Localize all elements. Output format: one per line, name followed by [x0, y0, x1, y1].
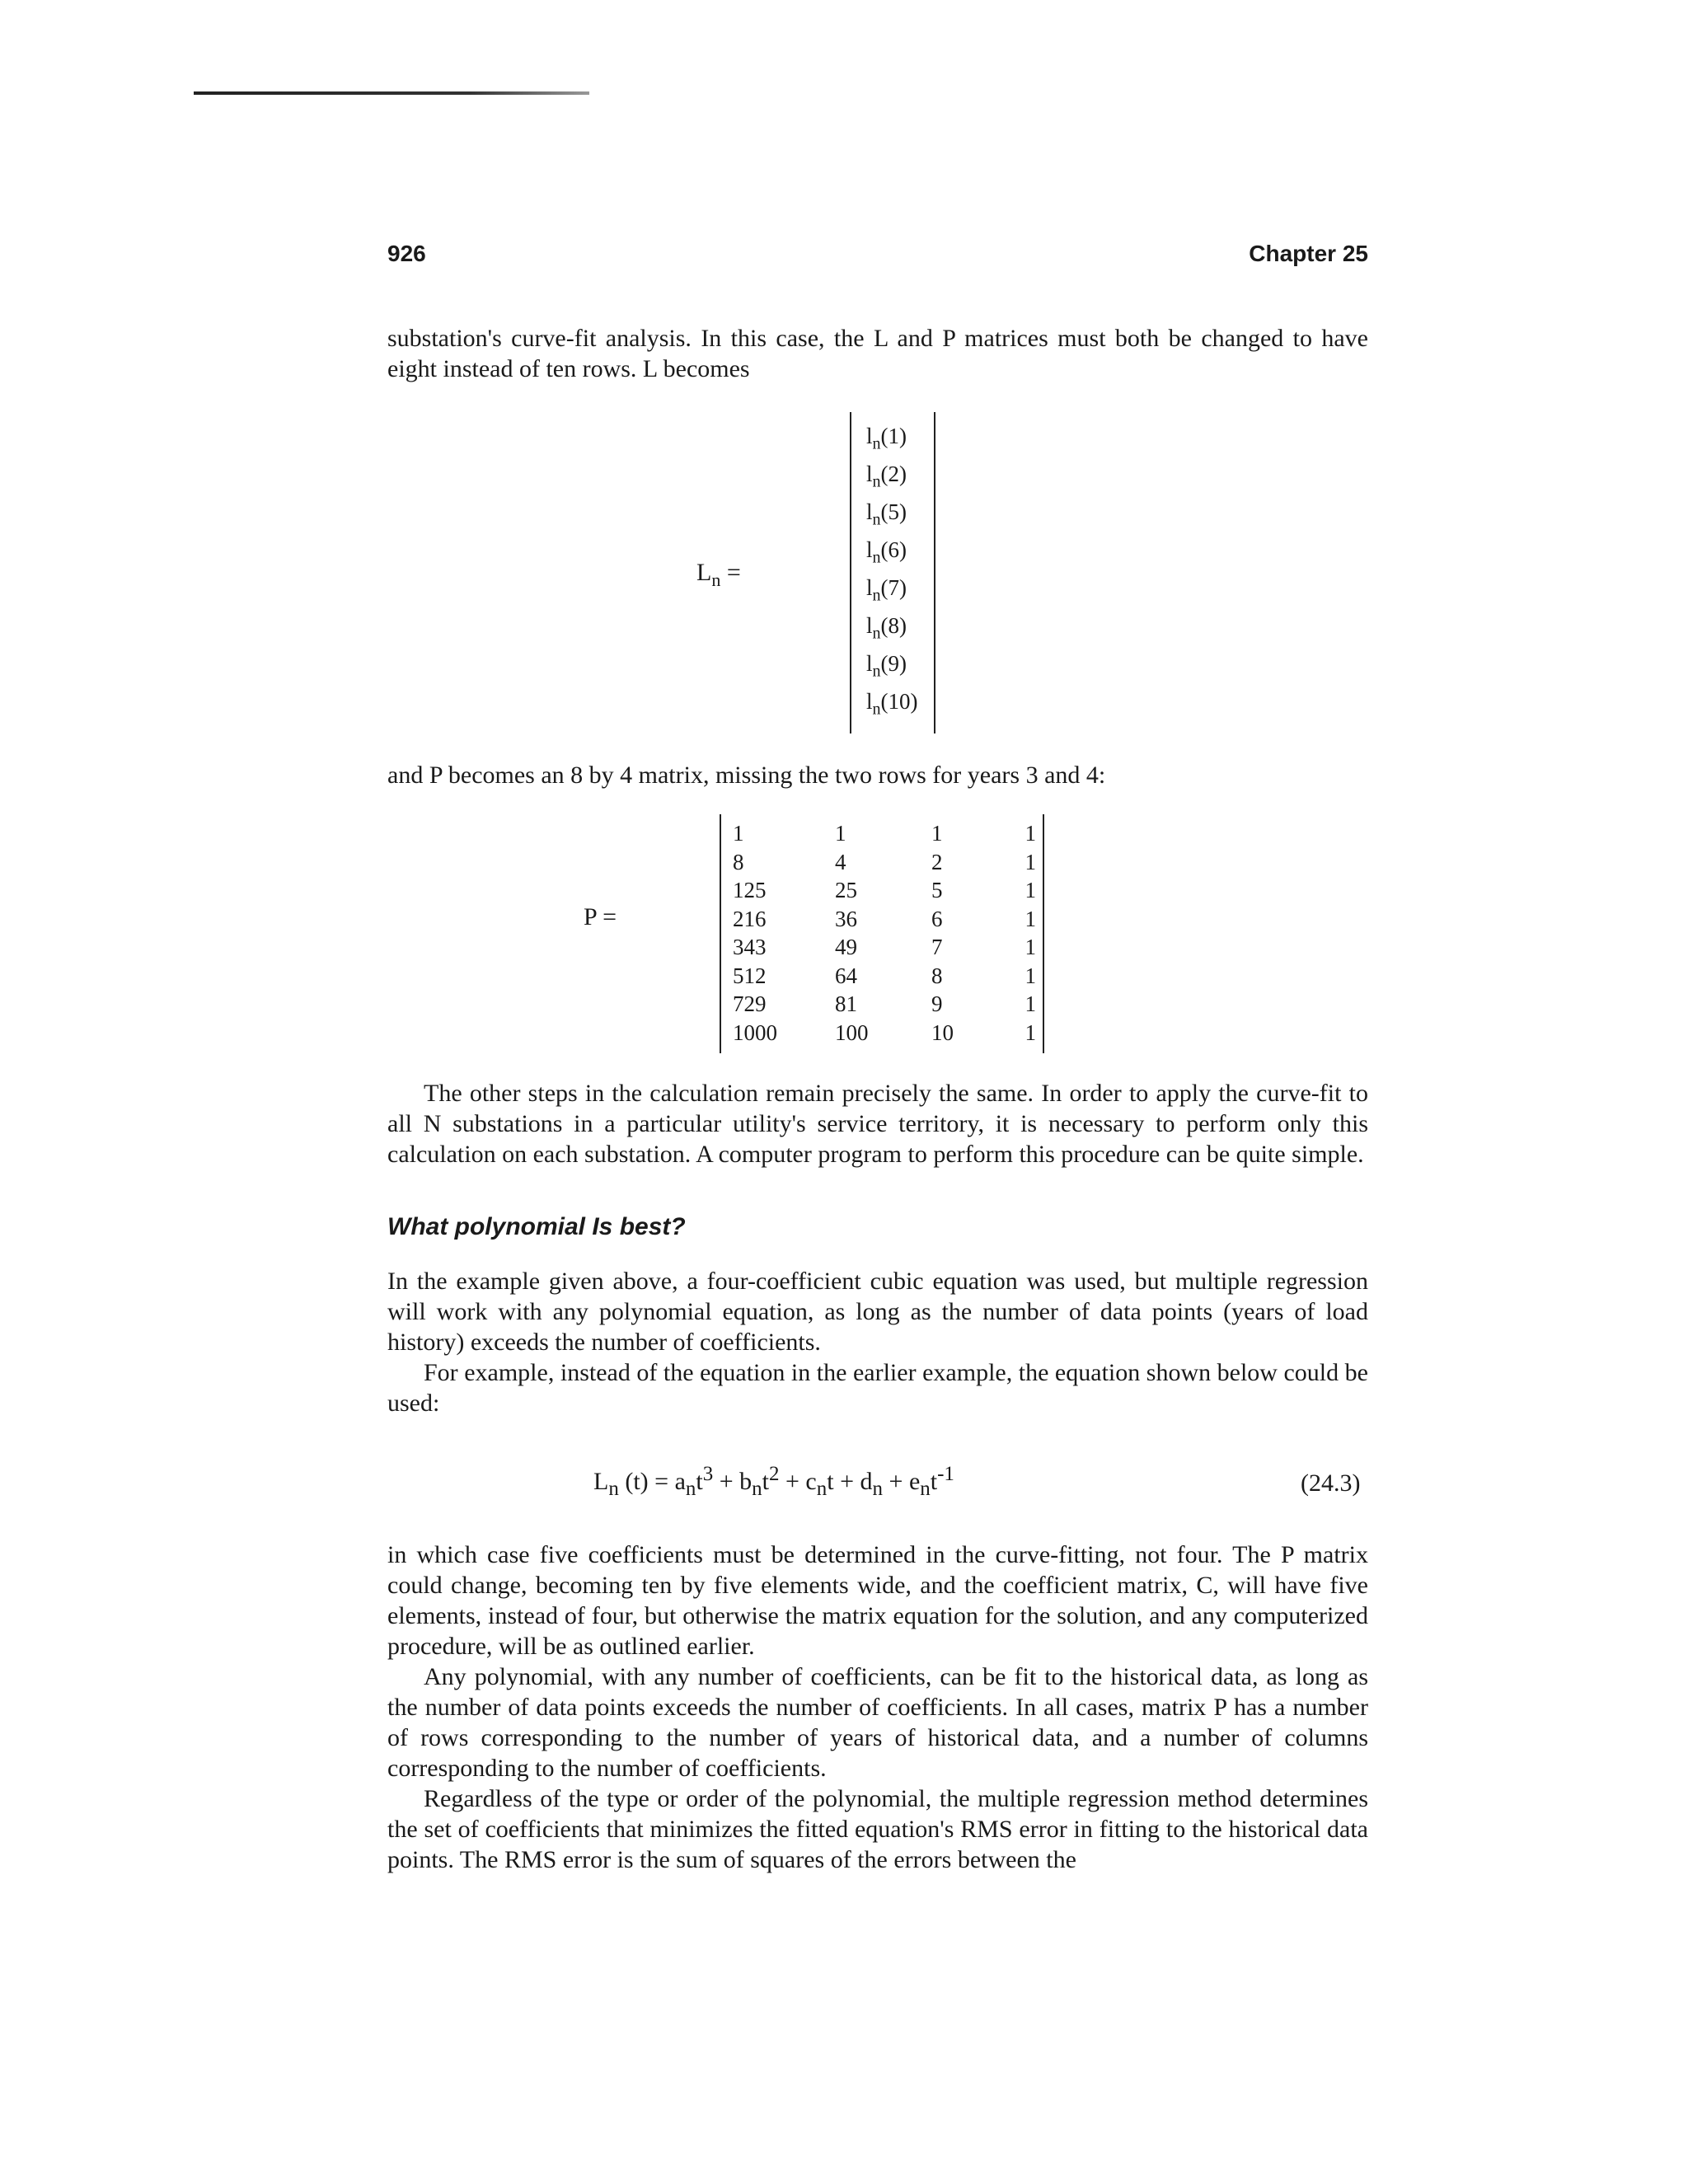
- eq-term-a-var: t: [696, 1468, 703, 1495]
- P-matrix-cell: 64: [835, 963, 857, 988]
- P-matrix-cell: 1: [1025, 878, 1036, 902]
- eq-plus-4: +: [883, 1468, 909, 1495]
- eq-term-b-sub: n: [752, 1478, 762, 1500]
- L-entry-subscript: n: [872, 510, 881, 529]
- paragraph-4-text: In the example given above, a four-coefficient cubic equation was used, but multiple regression will work with any polynomial equation, as long as the number of data points (years of load history) exceeds the number of coefficients.: [387, 1268, 1368, 1356]
- eq-term-e-sub: n: [920, 1478, 931, 1500]
- P-matrix-cell: 1: [1025, 849, 1036, 874]
- P-matrix-cell: 1: [733, 821, 744, 846]
- L-equals: =: [726, 559, 741, 586]
- L-matrix-entry: [866, 689, 918, 719]
- top-rule: [194, 91, 589, 95]
- P-matrix-lhs: P =: [584, 903, 617, 930]
- eq-term-e-var: t: [930, 1468, 938, 1495]
- L-matrix-entry: [866, 575, 907, 605]
- P-matrix-cell: 729: [733, 991, 767, 1016]
- eq-term-d-sub: n: [872, 1478, 884, 1500]
- L-subscript: n: [711, 569, 721, 590]
- paragraph-5-text: For example, instead of the equation in the earlier example, the equation shown below could be used:: [387, 1359, 1368, 1417]
- eq-term-e: e: [908, 1468, 921, 1495]
- paragraph-3: [387, 1078, 1368, 1169]
- P-matrix-cell: 100: [835, 1019, 869, 1045]
- paragraph-1-text: substation's curve-fit analysis. In this case, the L and P matrices must both be changed to have eight instead of ten rows. L becomes: [387, 325, 1368, 382]
- L-matrix-lhs: [696, 559, 741, 591]
- section-heading: What polynomial Is best?: [387, 1213, 686, 1240]
- eq-plus-3: +: [833, 1468, 860, 1495]
- L-entry-symbol: l: [866, 462, 873, 486]
- L-entry-index: (5): [880, 499, 907, 524]
- P-matrix-cell: 1: [835, 821, 846, 846]
- page-header: [387, 241, 1368, 274]
- paragraph-2: [387, 760, 1368, 790]
- chapter-title: Chapter 25: [1249, 241, 1368, 266]
- P-matrix-cell: 1000: [733, 1019, 777, 1045]
- P-matrix-cell: 216: [733, 906, 767, 931]
- P-matrix-cell: 512: [733, 963, 767, 988]
- L-entry-symbol: l: [866, 499, 873, 524]
- L-matrix-entry: [866, 424, 907, 453]
- L-entry-subscript: n: [872, 624, 881, 643]
- P-matrix-cell: 25: [835, 878, 857, 902]
- paragraph-8-text: Regardless of the type or order of the polynomial, the multiple regression method determines the set of coefficients that minimizes the fitted equation's RMS error in fitting to the historical data points. The RMS error is the sum of squares of the errors between the: [387, 1785, 1368, 1873]
- L-entry-symbol: l: [866, 537, 873, 562]
- L-matrix-entry: [866, 651, 907, 681]
- L-symbol: L: [696, 559, 712, 586]
- paragraph-6-text: in which case five coefficients must be determined in the curve-fitting, not four. The P matrix could change, becoming ten by five elements wide, and the coefficient matrix, C, will have five elements, instead of four, but otherwise the matrix equation for the solution, and any computerized procedure, will be as outlined earlier.: [387, 1541, 1368, 1660]
- P-matrix-cell: 49: [835, 935, 857, 959]
- L-entry-subscript: n: [872, 586, 881, 605]
- eq-plus-1: +: [713, 1468, 740, 1495]
- P-matrix-cell: 10: [931, 1019, 954, 1045]
- P-matrix: [720, 814, 1044, 1053]
- L-entry-symbol: l: [866, 424, 873, 448]
- eq-plus-2: +: [779, 1468, 806, 1495]
- eq-term-e-exp: -1: [937, 1463, 954, 1485]
- eq-term-a-exp: 3: [702, 1463, 714, 1485]
- L-entry-symbol: l: [866, 613, 873, 638]
- eq-term-b-exp: 2: [769, 1463, 780, 1485]
- L-entry-index: (10): [880, 689, 918, 714]
- eq-term-c-var: t: [827, 1468, 834, 1495]
- P-matrix-cell: 6: [931, 906, 943, 931]
- P-matrix-cell: 1: [1025, 821, 1036, 846]
- L-entry-index: (2): [880, 462, 907, 486]
- L-matrix-entry: [866, 462, 907, 491]
- P-matrix-cell: 1: [1025, 906, 1036, 931]
- eq-term-a-sub: n: [685, 1478, 696, 1500]
- equation-number: (24.3): [1301, 1469, 1361, 1497]
- eq-term-d: d: [860, 1468, 873, 1495]
- P-matrix-cell: 5: [931, 878, 943, 902]
- page-number: 926: [387, 241, 426, 266]
- P-matrix-cell: 343: [733, 935, 767, 959]
- eq-term-b: b: [739, 1468, 753, 1495]
- eq-lhs-sub: n: [608, 1478, 619, 1500]
- equation-24-3: [593, 1463, 954, 1501]
- L-entry-subscript: n: [872, 472, 881, 491]
- L-entry-index: (7): [880, 575, 907, 600]
- P-matrix-cell: 8: [931, 963, 943, 988]
- P-matrix-cell: 8: [733, 849, 744, 874]
- eq-term-b-var: t: [762, 1468, 769, 1495]
- P-matrix-cell: 7: [931, 935, 943, 959]
- P-matrix-cell: 1: [1025, 1019, 1036, 1045]
- L-matrix-entry: [866, 499, 907, 529]
- L-entry-subscript: n: [872, 434, 881, 453]
- P-matrix-cell: 1: [1025, 963, 1036, 988]
- L-entry-symbol: l: [866, 575, 873, 600]
- L-entry-index: (8): [880, 613, 907, 638]
- L-entry-subscript: n: [872, 662, 881, 681]
- eq-term-c-sub: n: [816, 1478, 828, 1500]
- L-entry-symbol: l: [866, 651, 873, 676]
- paragraph-6: [387, 1540, 1368, 1875]
- P-matrix-cell: 81: [835, 991, 857, 1016]
- P-matrix-cell: 1: [1025, 935, 1036, 959]
- L-entry-index: (6): [880, 537, 907, 562]
- P-matrix-cell: 2: [931, 849, 943, 874]
- L-matrix-entry: [866, 537, 907, 567]
- paragraph-7-text: Any polynomial, with any number of coefficients, can be fit to the historical data, as long as the number of data points exceeds the number of coefficients. In all cases, matrix P has a number of rows corresponding to the number of years of historical data, and a number of columns corresponding to the number of coefficients.: [387, 1663, 1368, 1782]
- L-entry-index: (1): [880, 424, 907, 448]
- L-entry-index: (9): [880, 651, 907, 676]
- paragraph-3-text: The other steps in the calculation remain precisely the same. In order to apply the curve-fit to all N substations in a particular utility's service territory, it is necessary to perform only this calculation on each substation. A computer program to perform this procedure can be quite simple.: [387, 1080, 1368, 1168]
- L-entry-subscript: n: [872, 700, 881, 719]
- P-matrix-cell: 125: [733, 878, 767, 902]
- L-entry-subscript: n: [872, 548, 881, 567]
- eq-arg: (t) =: [618, 1468, 675, 1495]
- P-matrix-cell: 9: [931, 991, 943, 1016]
- P-matrix-cell: 1: [931, 821, 943, 846]
- paragraph-4: [387, 1266, 1368, 1418]
- paragraph-1: [387, 323, 1368, 384]
- P-matrix-cell: 36: [835, 906, 857, 931]
- P-matrix-cell: 4: [835, 849, 846, 874]
- eq-term-c: c: [805, 1468, 817, 1495]
- eq-lhs: L: [593, 1468, 609, 1495]
- paragraph-2-text: and P becomes an 8 by 4 matrix, missing the two rows for years 3 and 4:: [387, 762, 1106, 789]
- eq-term-a: a: [674, 1468, 686, 1495]
- L-entry-symbol: l: [866, 689, 873, 714]
- L-matrix: [850, 412, 935, 733]
- P-matrix-cell: 1: [1025, 991, 1036, 1016]
- L-matrix-entry: [866, 613, 907, 643]
